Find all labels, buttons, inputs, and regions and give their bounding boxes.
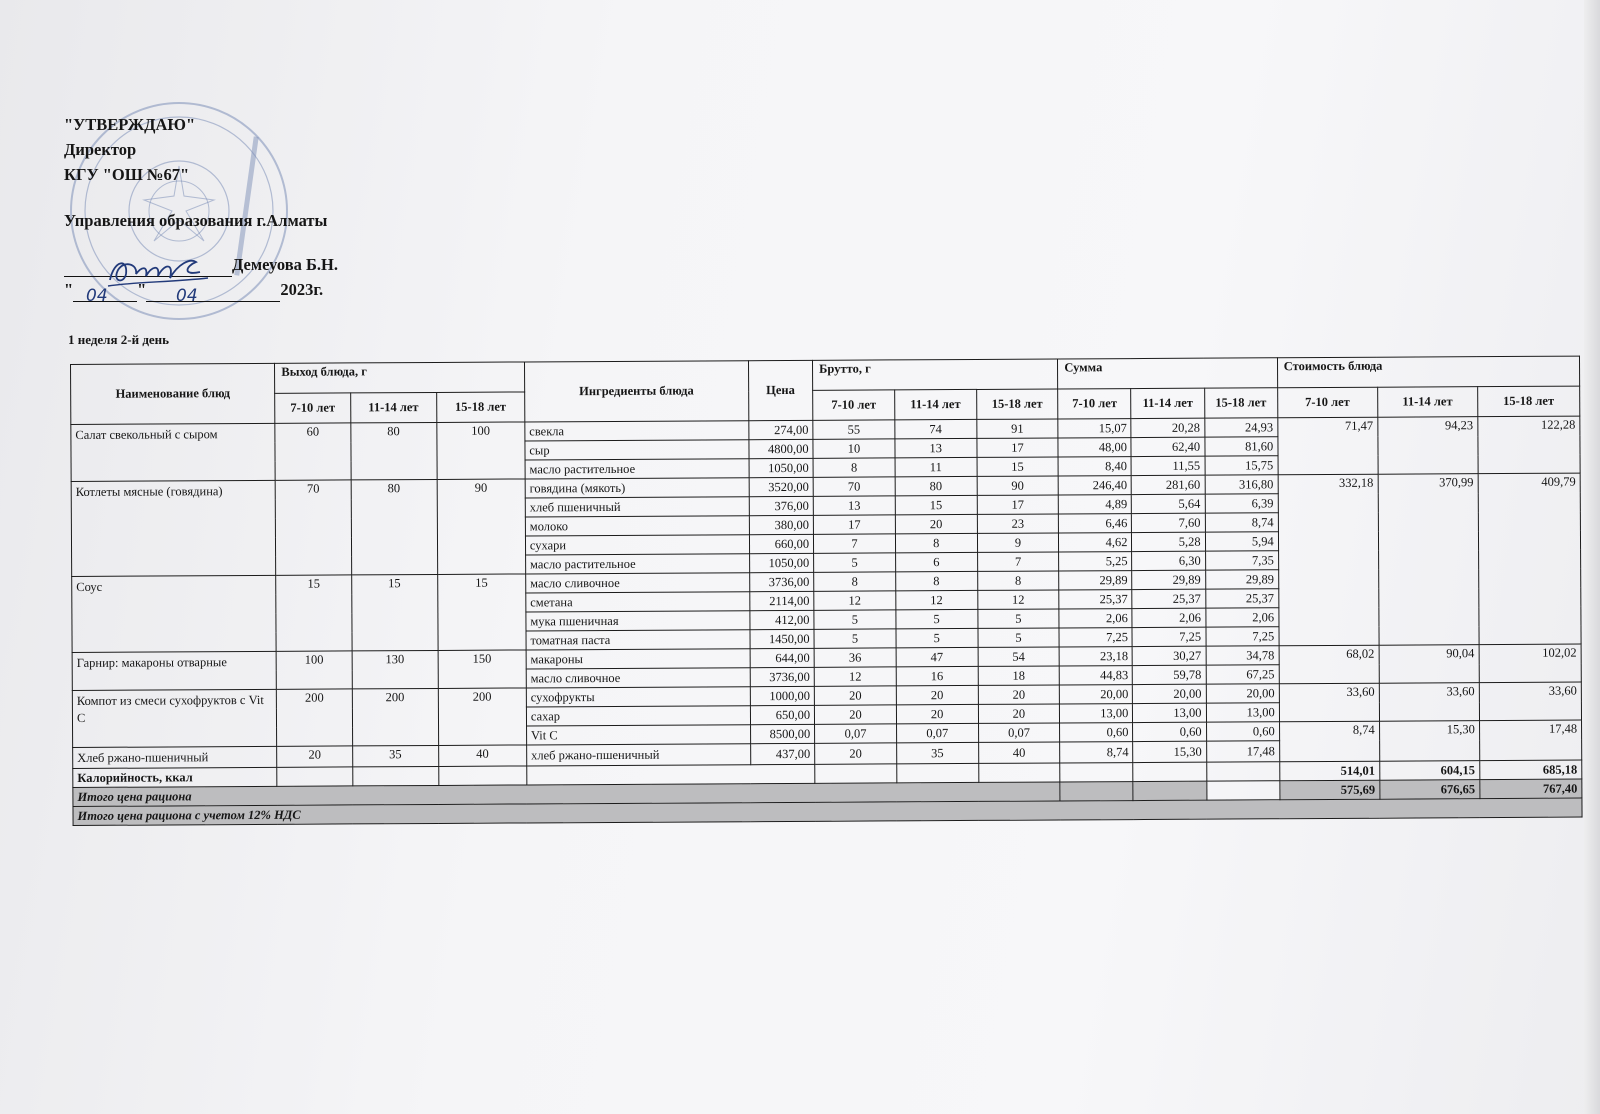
dish-output: 15 <box>351 574 437 650</box>
ingredient-price: 644,00 <box>750 648 815 667</box>
total-7-10: 575,69 <box>1280 780 1380 800</box>
sum-value: 5,25 <box>1059 552 1132 571</box>
sum-value: 15,07 <box>1058 419 1131 438</box>
calories-11-14: 604,15 <box>1379 761 1479 781</box>
sum-value: 0,60 <box>1060 723 1133 742</box>
sum-value: 4,89 <box>1059 495 1132 514</box>
brutto-value: 6 <box>895 552 977 571</box>
sum-value: 6,46 <box>1059 514 1132 533</box>
brutto-value: 5 <box>814 610 896 629</box>
brutto-value: 20 <box>814 686 896 705</box>
brutto-value: 0,07 <box>815 724 897 743</box>
dish-name: Салат свекольный с сыром <box>71 423 276 481</box>
ingredient-price: 8500,00 <box>750 724 815 743</box>
dish-cost: 15,30 <box>1379 721 1479 762</box>
ingredient-name: масло растительное <box>525 554 749 574</box>
header-sum: Сумма <box>1058 358 1278 389</box>
dish-output: 200 <box>352 688 438 745</box>
brutto-value: 20 <box>895 514 977 533</box>
header-age-11-14: 11-14 лет <box>1131 388 1204 418</box>
sum-value: 59,78 <box>1133 665 1206 684</box>
sum-value: 7,35 <box>1205 551 1278 570</box>
brutto-value: 20 <box>978 685 1060 704</box>
sum-value: 2,06 <box>1132 608 1205 627</box>
sum-value: 2,06 <box>1205 608 1278 627</box>
ingredient-name: хлеб пшеничный <box>525 497 749 517</box>
sum-value: 5,94 <box>1205 532 1278 551</box>
sum-value: 20,00 <box>1060 685 1133 704</box>
ingredient-name: масло сливочное <box>526 573 750 593</box>
brutto-value: 8 <box>895 533 977 552</box>
dish-output: 200 <box>277 689 353 746</box>
sum-value: 25,37 <box>1059 590 1132 609</box>
sum-value: 11,55 <box>1131 456 1204 475</box>
date-year-line <box>220 283 280 302</box>
sum-value: 8,74 <box>1205 513 1278 532</box>
approve-title: "УТВЕРЖДАЮ" <box>64 115 196 134</box>
header-age-11-14: 11-14 лет <box>1377 387 1477 418</box>
brutto-value: 12 <box>814 667 896 686</box>
ingredient-price: 660,00 <box>749 534 814 553</box>
dish-output: 40 <box>438 745 526 766</box>
dish-cost: 68,02 <box>1279 645 1379 684</box>
sum-value: 6,30 <box>1132 551 1205 570</box>
sum-value: 6,39 <box>1205 494 1278 513</box>
sum-value: 48,00 <box>1058 438 1131 457</box>
ingredient-price: 1450,00 <box>750 629 815 648</box>
brutto-value: 91 <box>976 419 1058 438</box>
sum-value: 23,18 <box>1059 647 1132 666</box>
ingredient-price: 1050,00 <box>749 458 814 477</box>
brutto-value: 20 <box>815 743 897 764</box>
ingredient-name: макароны <box>526 649 750 669</box>
handwritten-day: 04 <box>86 286 108 306</box>
brutto-value: 23 <box>977 514 1059 533</box>
brutto-value: 5 <box>896 609 978 628</box>
dish-cost: 8,74 <box>1279 721 1379 762</box>
sum-value: 5,28 <box>1132 532 1205 551</box>
header-age-15-18: 15-18 лет <box>436 392 524 422</box>
ingredient-name: сухари <box>525 535 749 555</box>
ingredient-name: сухофрукты <box>526 687 750 707</box>
sum-value: 4,62 <box>1059 533 1132 552</box>
paper-edge <box>1584 0 1600 1114</box>
sum-value: 246,40 <box>1058 476 1131 495</box>
ingredient-name: Vit C <box>526 725 750 745</box>
sum-value: 17,48 <box>1206 741 1279 762</box>
sum-value: 8,40 <box>1058 457 1131 476</box>
brutto-value: 80 <box>895 476 977 495</box>
sum-value: 0,60 <box>1133 722 1206 741</box>
brutto-value: 13 <box>813 496 895 515</box>
dish-output: 150 <box>438 650 526 688</box>
brutto-value: 20 <box>896 685 978 704</box>
header-age-15-18: 15-18 лет <box>1204 388 1277 418</box>
ingredient-price: 274,00 <box>748 420 813 439</box>
brutto-value: 16 <box>896 666 978 685</box>
ingredient-price: 412,00 <box>749 610 814 629</box>
calories-15-18: 685,18 <box>1479 760 1581 780</box>
dish-cost: 33,60 <box>1479 682 1581 721</box>
brutto-value: 0,07 <box>896 723 978 742</box>
dish-output: 15 <box>276 575 352 651</box>
brutto-value: 40 <box>978 742 1060 763</box>
dish-output: 35 <box>352 745 438 766</box>
brutto-value: 0,07 <box>978 723 1060 742</box>
sum-value: 13,00 <box>1206 703 1279 722</box>
brutto-value: 7 <box>814 534 896 553</box>
brutto-value: 20 <box>896 704 978 723</box>
brutto-value: 5 <box>896 628 978 647</box>
ingredient-price: 2114,00 <box>749 591 814 610</box>
sum-value: 5,64 <box>1132 494 1205 513</box>
ingredient-price: 380,00 <box>749 515 814 534</box>
brutto-value: 36 <box>814 648 896 667</box>
header-age-15-18: 15-18 лет <box>1477 386 1579 417</box>
ingredient-name: молоко <box>525 516 749 536</box>
brutto-value: 17 <box>977 495 1059 514</box>
header-age-7-10: 7-10 лет <box>275 393 350 423</box>
total-label: Итого цена рациона <box>73 782 1060 807</box>
sum-value: 8,74 <box>1060 742 1133 763</box>
date-quote: " <box>64 280 74 299</box>
sum-value: 25,37 <box>1205 589 1278 608</box>
organization-name: КГУ "ОШ №67" <box>64 165 190 184</box>
menu-table-body <box>71 416 1582 768</box>
brutto-value: 9 <box>977 533 1059 552</box>
dish-output: 15 <box>437 574 526 650</box>
brutto-value: 12 <box>814 591 896 610</box>
sum-value: 29,89 <box>1132 570 1205 589</box>
dish-cost: 33,60 <box>1379 683 1479 722</box>
brutto-value: 15 <box>895 495 977 514</box>
sum-value: 15,75 <box>1205 456 1278 475</box>
ingredient-price: 3520,00 <box>749 477 814 496</box>
brutto-value: 12 <box>896 590 978 609</box>
ingredient-name: масло сливочное <box>526 668 750 688</box>
sum-value: 7,25 <box>1059 628 1132 647</box>
brutto-value: 17 <box>976 438 1058 457</box>
ingredient-name: масло растительное <box>525 459 749 479</box>
brutto-value: 55 <box>813 420 895 439</box>
ingredient-price: 650,00 <box>750 705 815 724</box>
dish-output: 100 <box>436 422 525 479</box>
ingredient-price: 4800,00 <box>749 439 814 458</box>
ingredient-name: томатная паста <box>526 630 750 650</box>
sum-value: 81,60 <box>1204 437 1277 456</box>
brutto-value: 5 <box>814 553 896 572</box>
department-name: Управления образования г.Алматы <box>64 211 328 230</box>
ingredient-name: сыр <box>525 440 749 460</box>
ingredient-name: сметана <box>526 592 750 612</box>
brutto-value: 17 <box>813 515 895 534</box>
sum-value: 20,00 <box>1133 684 1206 703</box>
brutto-value: 35 <box>896 742 978 763</box>
date-year: 2023г. <box>280 280 324 299</box>
sum-value: 34,78 <box>1206 646 1279 665</box>
brutto-value: 54 <box>978 647 1060 666</box>
sum-value: 13,00 <box>1060 704 1133 723</box>
header-age-11-14: 11-14 лет <box>894 389 976 419</box>
dish-cost: 90,04 <box>1379 645 1479 684</box>
header-age-7-10: 7-10 лет <box>813 390 895 420</box>
dish-name: Котлеты мясные (говядина) <box>71 480 276 576</box>
sum-value: 29,89 <box>1205 570 1278 589</box>
sum-value: 20,00 <box>1206 684 1279 703</box>
sum-value: 29,89 <box>1059 571 1132 590</box>
header-brutto: Брутто, г <box>813 359 1058 390</box>
dish-name: Гарнир: макароны отварные <box>72 651 277 690</box>
date-quote: " <box>137 280 147 299</box>
brutto-value: 10 <box>813 439 895 458</box>
calories-7-10: 514,01 <box>1279 761 1379 781</box>
sum-value: 44,83 <box>1060 666 1133 685</box>
dish-cost: 33,60 <box>1279 683 1379 722</box>
brutto-value: 12 <box>977 590 1059 609</box>
ingredient-price: 3736,00 <box>749 572 814 591</box>
sum-value: 7,60 <box>1132 513 1205 532</box>
header-dish: Наименование блюд <box>71 363 276 424</box>
sum-value: 15,30 <box>1133 741 1206 762</box>
header-ingredients: Ингредиенты блюда <box>524 361 748 422</box>
sum-value: 67,25 <box>1206 665 1279 684</box>
approver-position: Директор <box>64 140 137 159</box>
brutto-value: 13 <box>895 438 977 457</box>
dish-name: Компот из смеси сухофруктов с Vit C <box>72 689 277 747</box>
brutto-value: 70 <box>813 477 895 496</box>
brutto-value: 90 <box>977 476 1059 495</box>
header-age-7-10: 7-10 лет <box>1058 389 1131 419</box>
brutto-value: 20 <box>815 705 897 724</box>
dish-cost: 409,79 <box>1478 473 1581 645</box>
dish-output: 70 <box>275 480 351 575</box>
header-age-15-18: 15-18 лет <box>976 389 1058 419</box>
ingredient-price: 1050,00 <box>749 553 814 572</box>
ingredient-name: мука пшеничная <box>526 611 750 631</box>
dish-output: 20 <box>277 746 352 767</box>
brutto-value: 8 <box>896 571 978 590</box>
dish-cost: 17,48 <box>1479 720 1581 761</box>
header-output: Выход блюда, г <box>275 362 525 393</box>
dish-output: 100 <box>276 651 351 689</box>
director-name: Демеуова Б.Н. <box>232 255 338 274</box>
dish-cost: 332,18 <box>1278 474 1379 646</box>
sum-value: 20,28 <box>1131 418 1204 437</box>
sum-value: 281,60 <box>1132 475 1205 494</box>
dish-output: 60 <box>275 423 351 480</box>
header-age-11-14: 11-14 лет <box>350 392 436 422</box>
sum-value: 62,40 <box>1131 437 1204 456</box>
ingredient-name: свекла <box>525 421 749 441</box>
brutto-value: 47 <box>896 647 978 666</box>
ingredient-price: 1000,00 <box>750 686 815 705</box>
dish-output: 90 <box>437 479 526 574</box>
ingredient-price: 376,00 <box>749 496 814 515</box>
dish-output: 200 <box>438 688 527 745</box>
sum-value: 25,37 <box>1132 589 1205 608</box>
handwritten-month: 04 <box>176 286 198 306</box>
sum-value: 13,00 <box>1133 703 1206 722</box>
total-11-14: 676,65 <box>1380 780 1480 800</box>
dish-cost: 370,99 <box>1378 474 1479 646</box>
header-age-7-10: 7-10 лет <box>1277 387 1377 418</box>
brutto-value: 8 <box>814 572 896 591</box>
dish-output: 130 <box>352 650 438 688</box>
brutto-value: 8 <box>813 458 895 477</box>
sum-value: 316,80 <box>1205 475 1278 494</box>
sum-value: 24,93 <box>1204 418 1277 437</box>
dish-output: 80 <box>350 422 436 479</box>
sum-value: 0,60 <box>1206 722 1279 741</box>
header-cost: Стоимость блюда <box>1277 356 1579 388</box>
brutto-value: 5 <box>978 628 1060 647</box>
brutto-value: 18 <box>978 666 1060 685</box>
ingredient-name: говядина (мякоть) <box>525 478 749 498</box>
total-vat-label: Итого цена рациона с учетом 12% НДС <box>73 798 1582 825</box>
brutto-value: 8 <box>977 571 1059 590</box>
brutto-value: 5 <box>977 609 1059 628</box>
dish-cost: 71,47 <box>1278 417 1378 475</box>
brutto-value: 74 <box>895 419 977 438</box>
sum-value: 7,25 <box>1206 627 1279 646</box>
total-15-18: 767,40 <box>1480 779 1582 799</box>
header-price: Цена <box>748 360 813 420</box>
ingredient-name: хлеб ржано-пшеничный <box>527 744 751 766</box>
sum-value: 7,25 <box>1132 627 1205 646</box>
dish-output: 80 <box>351 479 438 574</box>
dish-cost: 122,28 <box>1478 416 1581 474</box>
dish-cost: 102,02 <box>1479 644 1581 683</box>
sum-value: 30,27 <box>1133 646 1206 665</box>
dish-name: Хлеб ржано-пшеничный <box>73 746 277 768</box>
ingredient-price: 3736,00 <box>750 667 815 686</box>
menu-day-label: 1 неделя 2-й день <box>68 332 170 347</box>
ingredient-price: 437,00 <box>750 743 815 764</box>
brutto-value: 11 <box>895 457 977 476</box>
ingredient-name: сахар <box>526 706 750 726</box>
brutto-value: 5 <box>814 629 896 648</box>
sum-value: 2,06 <box>1059 609 1132 628</box>
menu-table <box>70 356 1583 826</box>
calories-label: Калорийность, ккал <box>73 767 277 787</box>
brutto-value: 20 <box>978 704 1060 723</box>
dish-cost: 94,23 <box>1378 417 1478 475</box>
brutto-value: 15 <box>977 457 1059 476</box>
brutto-value: 7 <box>977 552 1059 571</box>
dish-name: Соус <box>72 575 277 652</box>
